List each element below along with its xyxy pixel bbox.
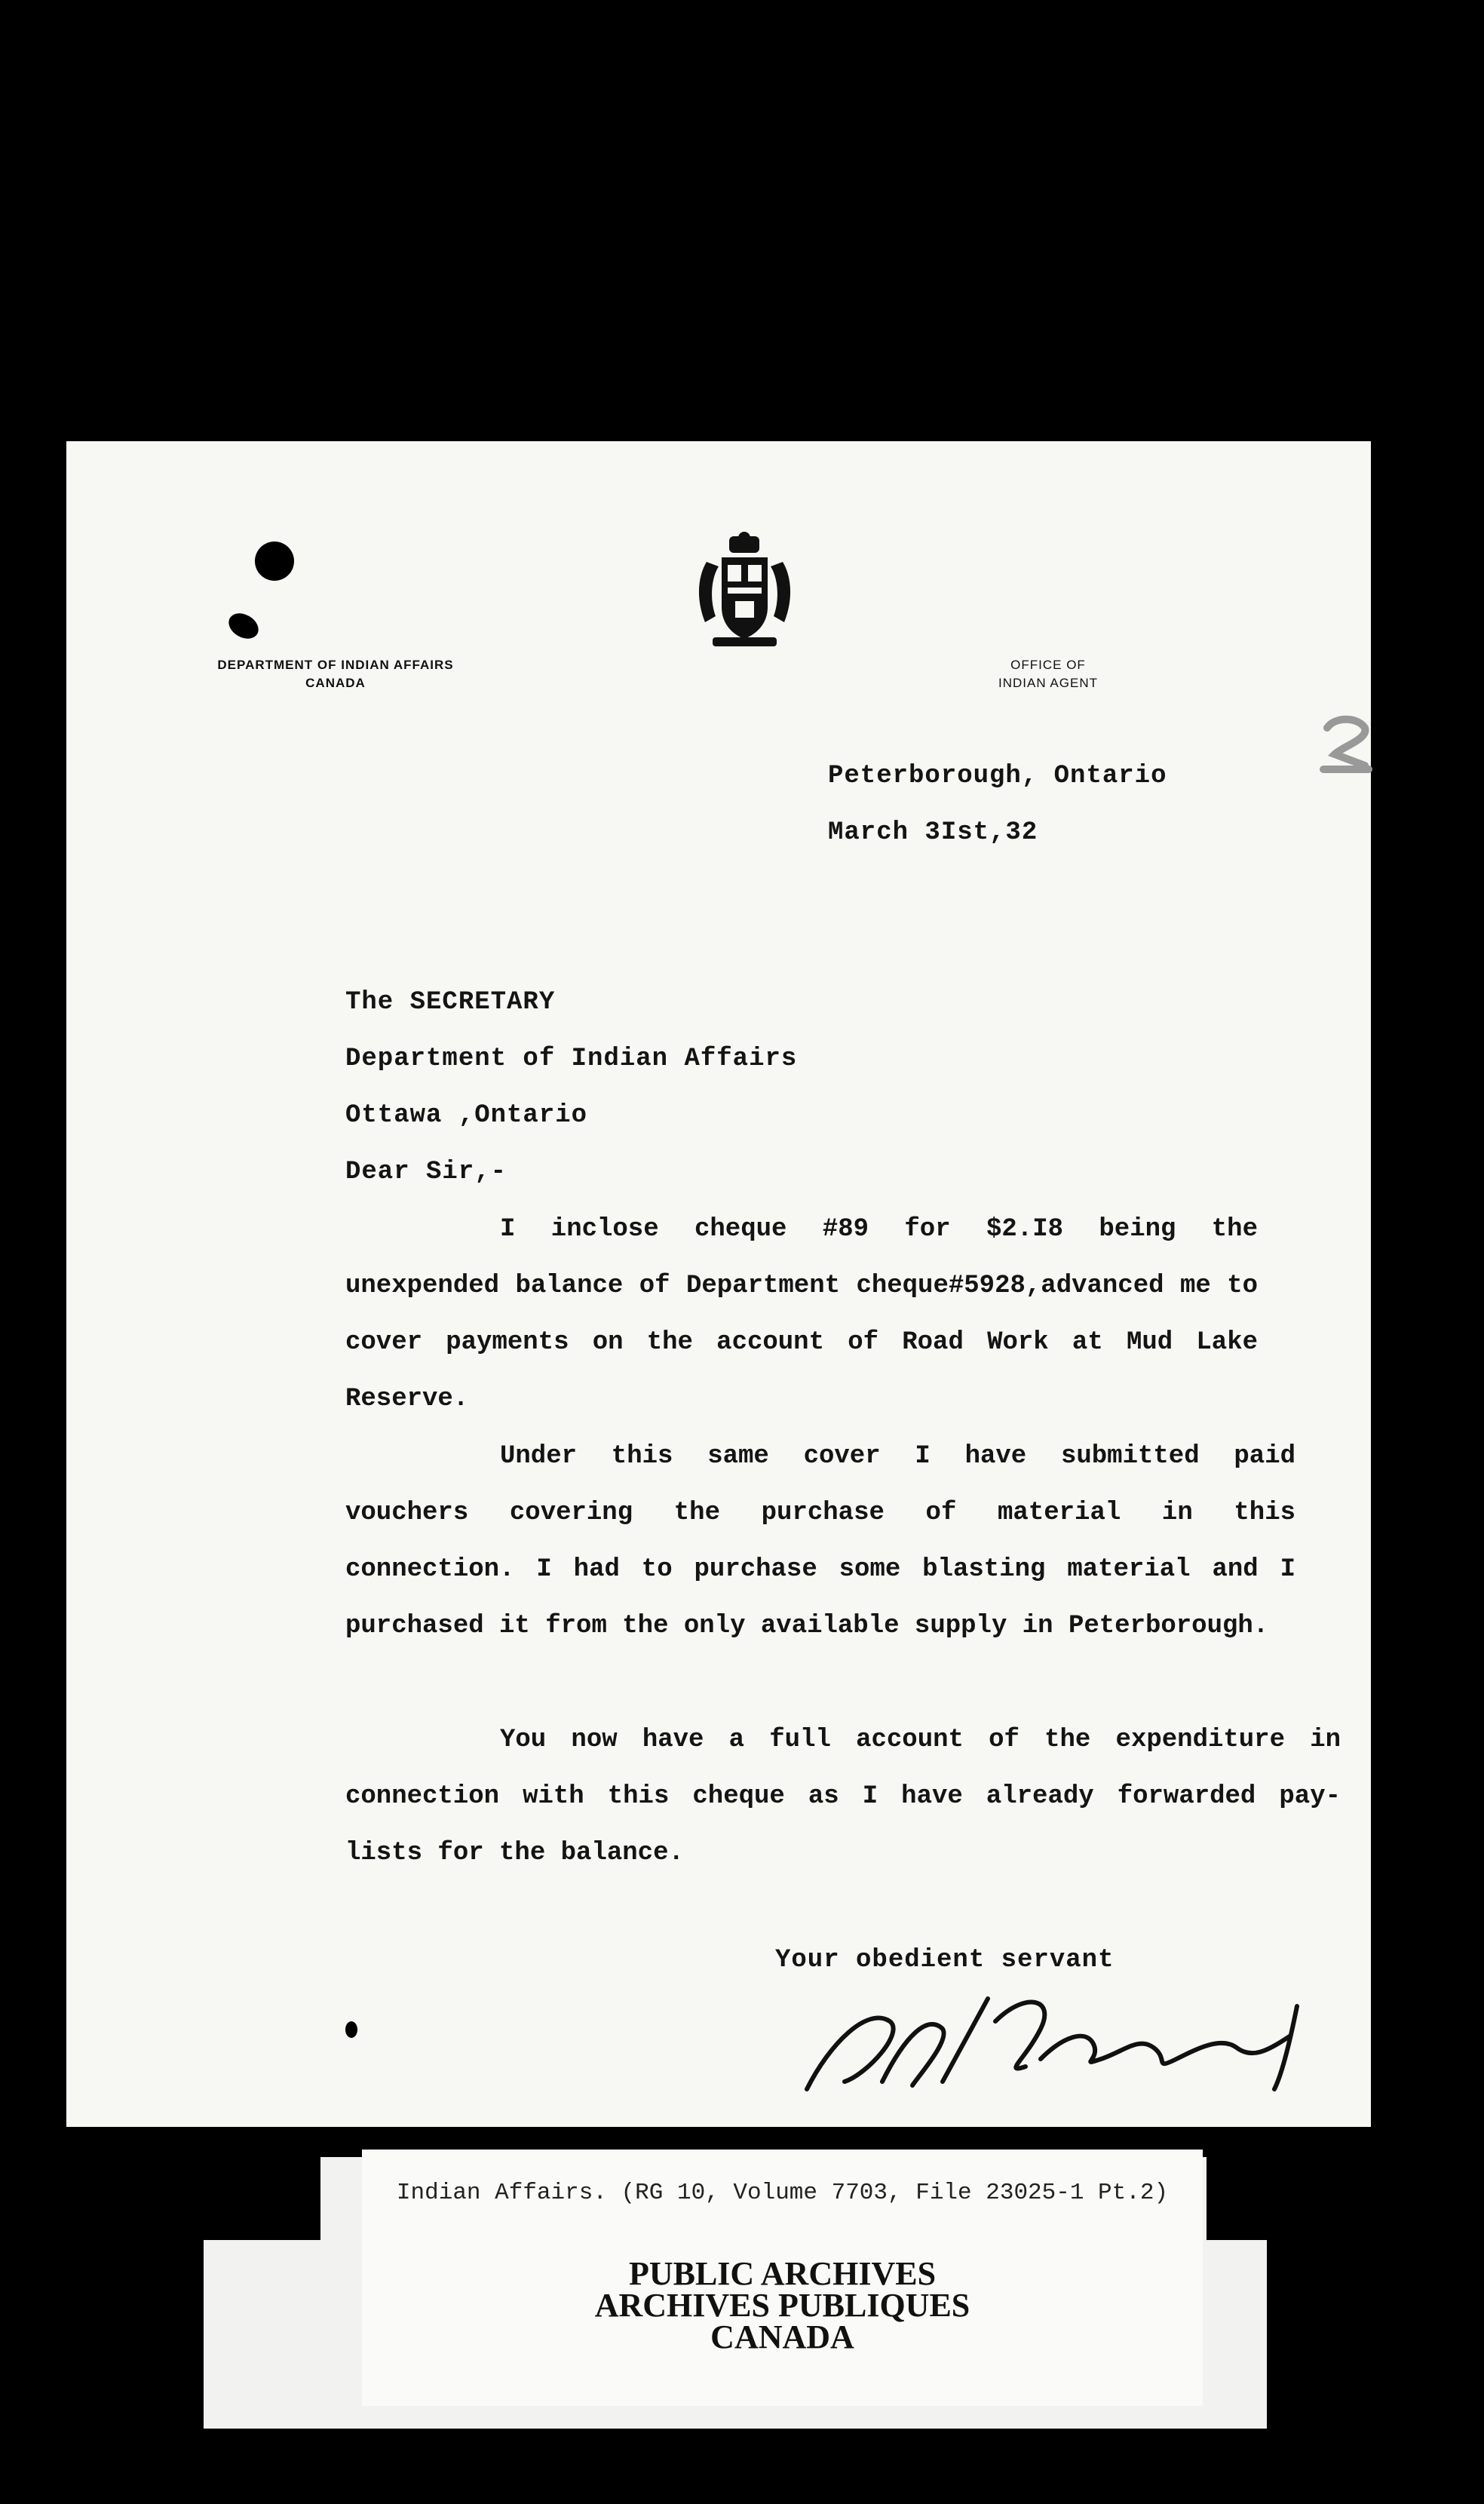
recipient-department: Department of Indian Affairs [345, 1045, 798, 1073]
letter-place: Peterborough, Ontario [828, 762, 1167, 790]
handwritten-file-mark [1312, 713, 1384, 784]
office-letterhead [958, 656, 1139, 692]
paragraph-account: You now have a full account of the expenditure in connection with this cheque as I have already forwarded pay-lists for the balance. [345, 1726, 1341, 1867]
department-letterhead [173, 656, 498, 692]
office-label: OFFICE OF [1010, 658, 1086, 672]
label-tab-left [204, 2157, 320, 2240]
recipient-location: Ottawa ,Ontario [345, 1101, 588, 1130]
office-title: INDIAN AGENT [998, 676, 1098, 690]
ink-blot [255, 542, 294, 581]
department-country: CANADA [305, 676, 366, 690]
archive-reference: Indian Affairs. (RG 10, Volume 7703, File 23025-1 Pt.2) [396, 2180, 1169, 2206]
paragraph-cheque: I inclose cheque #89 for $2.I8 being the unexpended balance of Department cheque#5928,advanced me to cover payments on the account of Road Work at Mud Lake Reserve. [345, 1215, 1258, 1413]
label-tab-right [1207, 2157, 1267, 2240]
paragraph-vouchers: Under this same cover I have submitted paid vouchers covering the purchase of material in this connection. I had to purchase some blasting material and I purchased it from the only available supply in Peterborough. [345, 1442, 1295, 1640]
royal-crest-icon [690, 532, 799, 652]
archive-title-en: PUBLIC ARCHIVES [628, 2255, 937, 2292]
recipient-title: The SECRETARY [345, 988, 556, 1017]
department-name: DEPARTMENT OF INDIAN AFFAIRS [217, 658, 454, 672]
ink-blot [345, 2021, 357, 2038]
handwritten-signature [799, 1976, 1342, 2097]
letter-date: March 3Ist,32 [828, 818, 1038, 847]
archive-title-fr: ARCHIVES PUBLIQUES [594, 2287, 970, 2324]
archive-title-country: CANADA [710, 2318, 854, 2355]
salutation: Dear Sir,- [345, 1158, 507, 1186]
closing: Your obedient servant [775, 1946, 1115, 1975]
